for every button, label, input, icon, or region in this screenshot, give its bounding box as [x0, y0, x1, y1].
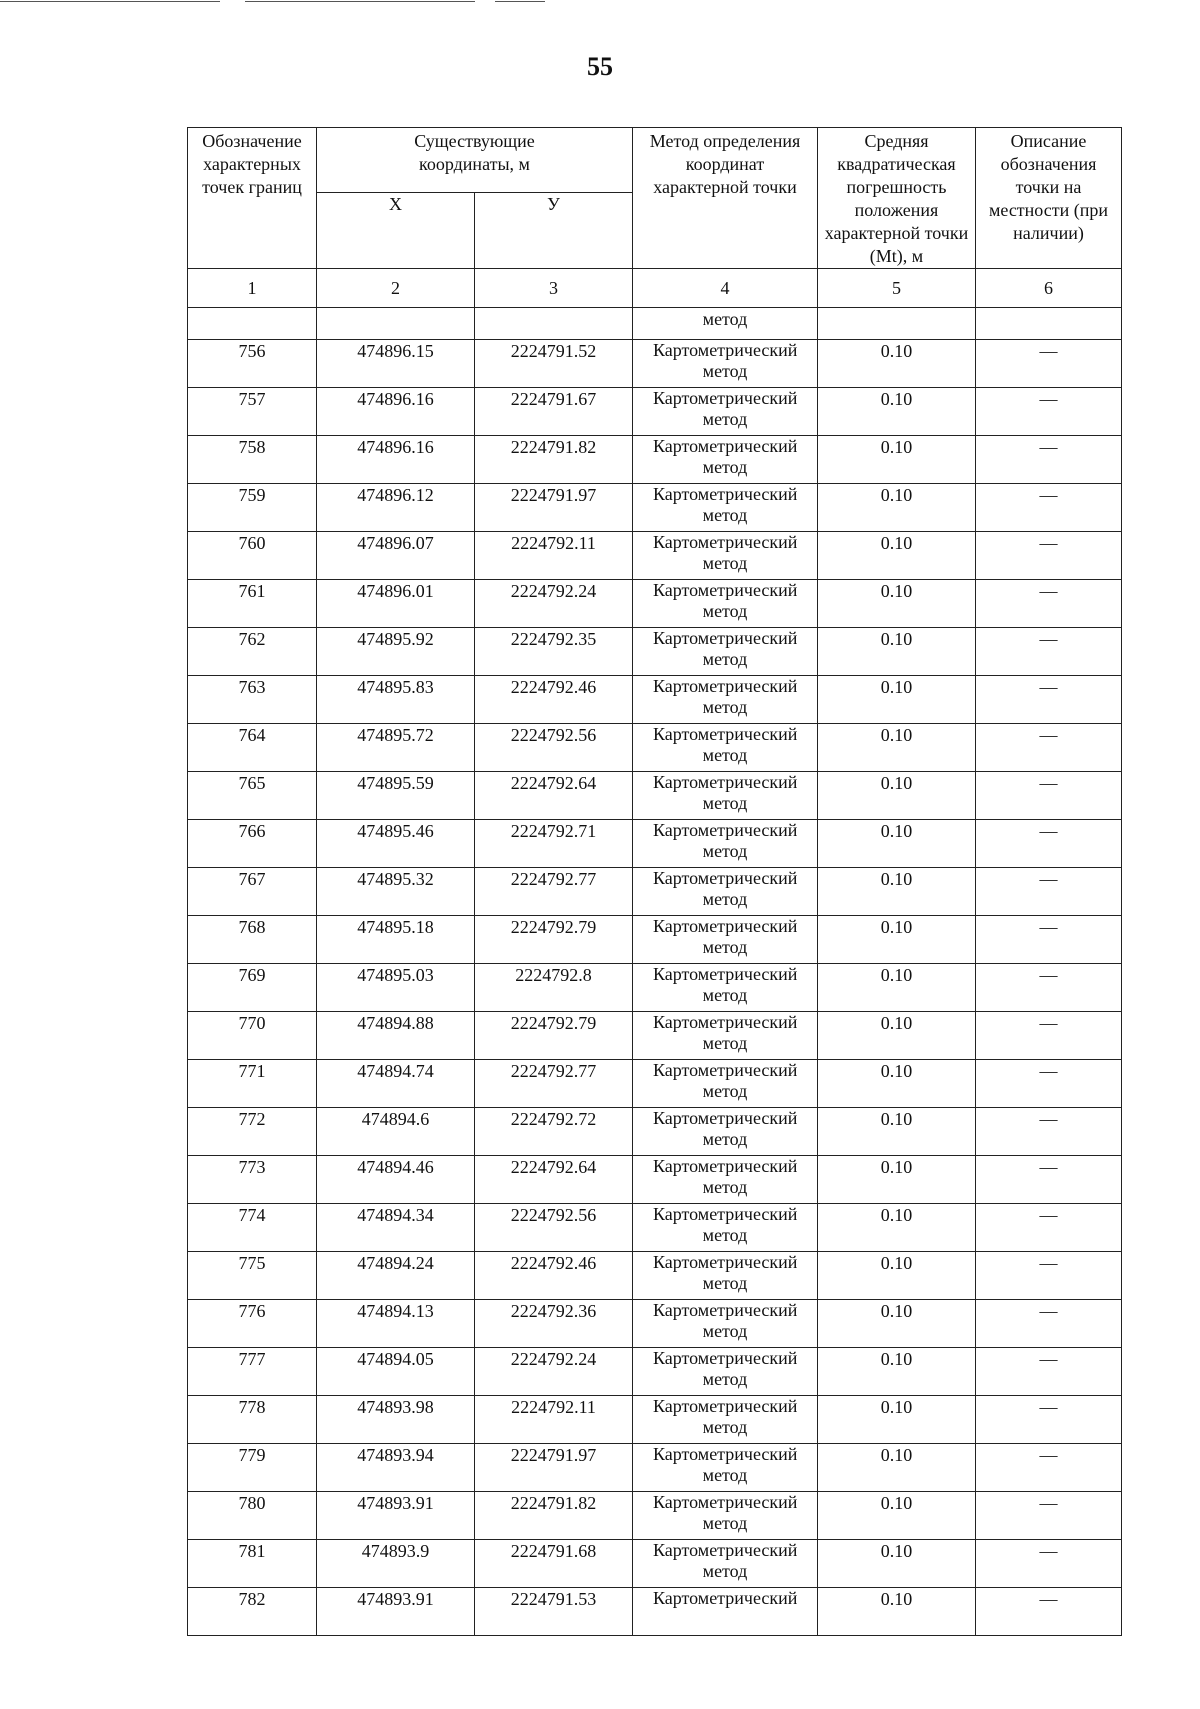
- cell-point: 760: [188, 532, 317, 580]
- cell-point: 781: [188, 1540, 317, 1588]
- scan-artifact-line: [495, 1, 545, 2]
- cell-error: 0.10: [818, 1012, 976, 1060]
- column-number: 2: [317, 269, 475, 308]
- cell-point: 758: [188, 436, 317, 484]
- table-row: [188, 1588, 1122, 1636]
- cell-error: 0.10: [818, 1540, 976, 1588]
- table-row: [188, 1492, 1122, 1540]
- cell-x: 474896.07: [317, 532, 475, 580]
- cell-method: Картометрический метод: [633, 436, 818, 484]
- cell-desc: —: [976, 868, 1122, 916]
- cell-x: 474895.18: [317, 916, 475, 964]
- cell-y: 2224792.77: [475, 868, 633, 916]
- cell-error: 0.10: [818, 1108, 976, 1156]
- cell-method: Картометрический метод: [633, 1444, 818, 1492]
- header-existing-coordinates: [317, 128, 633, 193]
- cell-error: 0.10: [818, 916, 976, 964]
- cell-error: 0.10: [818, 628, 976, 676]
- cell-desc: —: [976, 1204, 1122, 1252]
- table-row: [188, 1300, 1122, 1348]
- header-y: У: [475, 193, 633, 269]
- cell-x: 474895.59: [317, 772, 475, 820]
- table-row: [188, 532, 1122, 580]
- cell-desc: —: [976, 436, 1122, 484]
- cell-point: 765: [188, 772, 317, 820]
- cell-method: Картометрический метод: [633, 1012, 818, 1060]
- cell-point: 767: [188, 868, 317, 916]
- cell-desc: —: [976, 916, 1122, 964]
- table-row: [188, 1012, 1122, 1060]
- table-row: [188, 916, 1122, 964]
- cell-y: 2224792.46: [475, 1252, 633, 1300]
- cell-point: 766: [188, 820, 317, 868]
- header-mean-square-error: [818, 128, 976, 269]
- cell-point: 759: [188, 484, 317, 532]
- cell-y: 2224791.52: [475, 340, 633, 388]
- cell-x: 474894.34: [317, 1204, 475, 1252]
- cell-method: Картометрический метод: [633, 820, 818, 868]
- cell-y: 2224791.53: [475, 1588, 633, 1636]
- cell-error: 0.10: [818, 724, 976, 772]
- table-row: [188, 1444, 1122, 1492]
- header-method-text: Метод определения координат характерной точки: [649, 131, 801, 197]
- cell-desc: —: [976, 724, 1122, 772]
- cell-method: Картометрический метод: [633, 772, 818, 820]
- cell-y: 2224792.46: [475, 676, 633, 724]
- coordinates-table: [187, 127, 1122, 1636]
- cell-y: 2224791.67: [475, 388, 633, 436]
- table-row: [188, 724, 1122, 772]
- cell-method: Картометрический метод: [633, 628, 818, 676]
- cell-desc: —: [976, 1396, 1122, 1444]
- cell-desc: —: [976, 676, 1122, 724]
- cell-x: 474894.88: [317, 1012, 475, 1060]
- cell-y: 2224792.56: [475, 724, 633, 772]
- cell-desc: —: [976, 340, 1122, 388]
- cell-method: Картометрический метод: [633, 724, 818, 772]
- cell-point: 769: [188, 964, 317, 1012]
- cell-desc: —: [976, 1588, 1122, 1636]
- cell-x: 474895.83: [317, 676, 475, 724]
- table-row: [188, 964, 1122, 1012]
- column-number: 6: [976, 269, 1122, 308]
- cell-point: 756: [188, 340, 317, 388]
- table-row: [188, 1060, 1122, 1108]
- continuation-row: [188, 308, 1122, 340]
- cell-x: 474893.91: [317, 1588, 475, 1636]
- cell-y: 2224791.97: [475, 484, 633, 532]
- cell-x: 474894.13: [317, 1300, 475, 1348]
- cell-y: 2224792.36: [475, 1300, 633, 1348]
- header-point-designation: [188, 128, 317, 269]
- cell-method: Картометрический метод: [633, 1108, 818, 1156]
- cell-point: 780: [188, 1492, 317, 1540]
- cell-x: 474896.15: [317, 340, 475, 388]
- cell-x: 474894.6: [317, 1108, 475, 1156]
- cell-method: Картометрический метод: [633, 676, 818, 724]
- cell-desc: —: [976, 1012, 1122, 1060]
- cell-error: 0.10: [818, 820, 976, 868]
- cell-desc: —: [976, 820, 1122, 868]
- cell-error: 0.10: [818, 1348, 976, 1396]
- cell-point: 777: [188, 1348, 317, 1396]
- cell-desc: —: [976, 1540, 1122, 1588]
- cell-error: 0.10: [818, 436, 976, 484]
- cell-x: 474893.91: [317, 1492, 475, 1540]
- cell-method: Картометрический: [633, 1588, 818, 1636]
- cell-x: 474896.16: [317, 436, 475, 484]
- cell-point: 775: [188, 1252, 317, 1300]
- cell-desc: —: [976, 484, 1122, 532]
- cell-y: 2224792.79: [475, 1012, 633, 1060]
- table-row: [188, 484, 1122, 532]
- cell-method: Картометрический метод: [633, 340, 818, 388]
- cell-desc: —: [976, 1348, 1122, 1396]
- cell-point: 772: [188, 1108, 317, 1156]
- column-number: 1: [188, 269, 317, 308]
- cell-point: 761: [188, 580, 317, 628]
- cell-point: [188, 308, 317, 340]
- cell-x: 474895.46: [317, 820, 475, 868]
- cell-point: 768: [188, 916, 317, 964]
- cell-point: 774: [188, 1204, 317, 1252]
- table-row: [188, 1348, 1122, 1396]
- cell-x: 474896.01: [317, 580, 475, 628]
- header-method: [633, 128, 818, 269]
- cell-x: 474894.46: [317, 1156, 475, 1204]
- cell-point: 779: [188, 1444, 317, 1492]
- cell-method: Картометрический метод: [633, 484, 818, 532]
- cell-error: 0.10: [818, 772, 976, 820]
- cell-error: 0.10: [818, 1204, 976, 1252]
- cell-point: 771: [188, 1060, 317, 1108]
- cell-error: 0.10: [818, 388, 976, 436]
- cell-x: 474895.72: [317, 724, 475, 772]
- cell-x: 474893.94: [317, 1444, 475, 1492]
- table-row: [188, 580, 1122, 628]
- cell-error: 0.10: [818, 484, 976, 532]
- table-row: [188, 868, 1122, 916]
- cell-error: 0.10: [818, 1492, 976, 1540]
- cell-y: 2224791.97: [475, 1444, 633, 1492]
- table-row: [188, 1252, 1122, 1300]
- cell-desc: —: [976, 772, 1122, 820]
- column-number-row: [188, 269, 1122, 308]
- cell-error: 0.10: [818, 964, 976, 1012]
- cell-x: 474895.32: [317, 868, 475, 916]
- cell-method: Картометрический метод: [633, 388, 818, 436]
- header-x: X: [317, 193, 475, 269]
- table-row: [188, 628, 1122, 676]
- cell-y: 2224792.64: [475, 1156, 633, 1204]
- cell-x: 474896.16: [317, 388, 475, 436]
- cell-desc: —: [976, 1444, 1122, 1492]
- cell-desc: —: [976, 532, 1122, 580]
- cell-y: 2224792.79: [475, 916, 633, 964]
- cell-method: Картометрический метод: [633, 580, 818, 628]
- cell-y: 2224792.11: [475, 532, 633, 580]
- cell-y: 2224791.82: [475, 436, 633, 484]
- cell-method: Картометрический метод: [633, 916, 818, 964]
- cell-error: 0.10: [818, 1252, 976, 1300]
- cell-y: 2224792.71: [475, 820, 633, 868]
- cell-desc: —: [976, 580, 1122, 628]
- header-description: [976, 128, 1122, 269]
- cell-point: 757: [188, 388, 317, 436]
- cell-desc: —: [976, 1108, 1122, 1156]
- cell-y: 2224792.64: [475, 772, 633, 820]
- header-point-designation-text: Обозначение характерных точек границ: [202, 131, 302, 197]
- cell-x: 474894.74: [317, 1060, 475, 1108]
- cell-point: 778: [188, 1396, 317, 1444]
- cell-desc: —: [976, 388, 1122, 436]
- cell-method: Картометрический метод: [633, 1492, 818, 1540]
- cell-y: 2224791.68: [475, 1540, 633, 1588]
- cell-error: [818, 308, 976, 340]
- header-description-text: Описание обозначения точки на местности (при наличии): [988, 131, 1108, 243]
- header-mean-square-error-text: Средняя квадратическая погрешность положения характерной точки (Mt), м: [824, 131, 969, 266]
- cell-method: Картометрический метод: [633, 964, 818, 1012]
- table-row: [188, 1108, 1122, 1156]
- cell-error: 0.10: [818, 1060, 976, 1108]
- cell-method: Картометрический метод: [633, 1204, 818, 1252]
- cell-point: 763: [188, 676, 317, 724]
- header-existing-coordinates-text: Существующие координаты, м: [414, 131, 535, 174]
- scan-artifact-line: [0, 1, 220, 2]
- cell-error: 0.10: [818, 676, 976, 724]
- cell-error: 0.10: [818, 868, 976, 916]
- table-row: [188, 388, 1122, 436]
- scan-artifact-line: [245, 1, 475, 2]
- cell-method: Картометрический метод: [633, 1396, 818, 1444]
- cell-desc: —: [976, 1156, 1122, 1204]
- cell-desc: —: [976, 1300, 1122, 1348]
- cell-error: 0.10: [818, 1396, 976, 1444]
- table-row: [188, 1540, 1122, 1588]
- cell-desc: —: [976, 1492, 1122, 1540]
- cell-method: метод: [633, 308, 818, 340]
- cell-point: 770: [188, 1012, 317, 1060]
- cell-x: 474893.98: [317, 1396, 475, 1444]
- cell-method: Картометрический метод: [633, 1252, 818, 1300]
- table-row: [188, 676, 1122, 724]
- cell-desc: —: [976, 628, 1122, 676]
- cell-method: Картометрический метод: [633, 868, 818, 916]
- cell-method: Картометрический метод: [633, 1300, 818, 1348]
- cell-desc: —: [976, 964, 1122, 1012]
- cell-y: 2224792.77: [475, 1060, 633, 1108]
- cell-x: 474894.05: [317, 1348, 475, 1396]
- column-number: 4: [633, 269, 818, 308]
- column-number: 5: [818, 269, 976, 308]
- table-row: [188, 772, 1122, 820]
- table-row: [188, 820, 1122, 868]
- cell-x: 474893.9: [317, 1540, 475, 1588]
- cell-y: 2224792.35: [475, 628, 633, 676]
- cell-method: Картометрический метод: [633, 1156, 818, 1204]
- cell-y: 2224792.24: [475, 580, 633, 628]
- cell-point: 782: [188, 1588, 317, 1636]
- cell-desc: —: [976, 1252, 1122, 1300]
- cell-y: 2224792.72: [475, 1108, 633, 1156]
- table-row: [188, 1396, 1122, 1444]
- table-row: [188, 1156, 1122, 1204]
- cell-method: Картометрический метод: [633, 1540, 818, 1588]
- cell-x: 474895.03: [317, 964, 475, 1012]
- cell-desc: [976, 308, 1122, 340]
- cell-desc: —: [976, 1060, 1122, 1108]
- cell-point: 764: [188, 724, 317, 772]
- cell-x: [317, 308, 475, 340]
- cell-point: 762: [188, 628, 317, 676]
- cell-y: 2224792.24: [475, 1348, 633, 1396]
- cell-y: 2224792.56: [475, 1204, 633, 1252]
- cell-error: 0.10: [818, 340, 976, 388]
- cell-y: 2224792.8: [475, 964, 633, 1012]
- cell-method: Картометрический метод: [633, 532, 818, 580]
- cell-method: Картометрический метод: [633, 1060, 818, 1108]
- cell-error: 0.10: [818, 1588, 976, 1636]
- cell-error: 0.10: [818, 1156, 976, 1204]
- cell-y: [475, 308, 633, 340]
- cell-y: 2224791.82: [475, 1492, 633, 1540]
- cell-error: 0.10: [818, 532, 976, 580]
- cell-error: 0.10: [818, 580, 976, 628]
- table-row: [188, 1204, 1122, 1252]
- cell-error: 0.10: [818, 1444, 976, 1492]
- cell-point: 776: [188, 1300, 317, 1348]
- table-row: [188, 436, 1122, 484]
- cell-y: 2224792.11: [475, 1396, 633, 1444]
- column-number: 3: [475, 269, 633, 308]
- cell-error: 0.10: [818, 1300, 976, 1348]
- cell-method: Картометрический метод: [633, 1348, 818, 1396]
- table-header-row: [188, 128, 1122, 193]
- page-number: 55: [587, 52, 613, 81]
- cell-x: 474896.12: [317, 484, 475, 532]
- table-row: [188, 340, 1122, 388]
- cell-x: 474895.92: [317, 628, 475, 676]
- cell-point: 773: [188, 1156, 317, 1204]
- cell-x: 474894.24: [317, 1252, 475, 1300]
